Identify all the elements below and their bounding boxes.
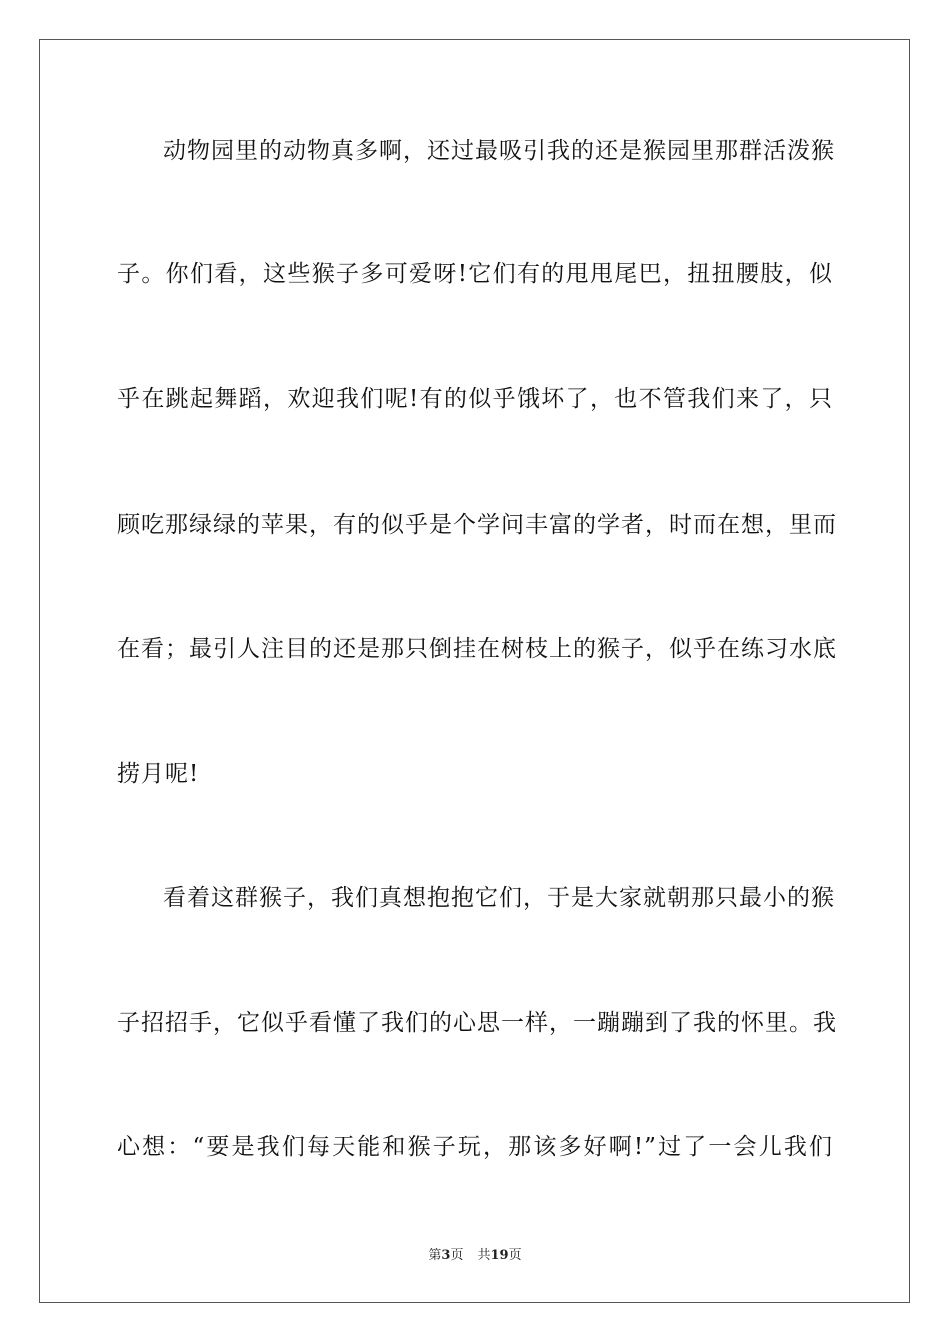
footer-page-suffix: 页 [450,1248,464,1263]
paragraph-2-line-1: 看着这群猴子，我们真想抱抱它们，于是大家就朝那只最小的猴 [163,885,835,911]
paragraph-2-line-3: 心想：“要是我们每天能和猴子玩，那该多好啊!”过了一会儿我们 [117,1134,833,1160]
paragraph-2-line-2: 子招招手，它似乎看懂了我们的心思一样，一蹦蹦到了我的怀里。我 [117,1010,837,1036]
paragraph-1-line-5: 在看；最引人注目的还是那只倒挂在树枝上的猴子，似乎在练习水底 [117,636,837,662]
paragraph-1-line-2: 子。你们看，这些猴子多可爱呀!它们有的甩甩尾巴，扭扭腰肢，似 [117,261,833,287]
paragraph-1-line-3: 乎在跳起舞蹈，欢迎我们呢!有的似乎饿坏了，也不管我们来了，只 [117,386,833,412]
page-border [39,39,910,1303]
footer-total-pages: 19 [490,1248,509,1263]
page-footer [0,1248,950,1264]
footer-page-prefix: 第 [428,1248,442,1263]
footer-page-number: 3 [441,1248,451,1263]
paragraph-1-line-1: 动物园里的动物真多啊，还过最吸引我的还是猴园里那群活泼猴 [163,138,835,164]
footer-total-suffix: 页 [508,1248,522,1263]
paragraph-1-line-6: 捞月呢! [117,761,200,787]
paragraph-1-line-4: 顾吃那绿绿的苹果，有的似乎是个学问丰富的学者，时而在想，里而 [117,512,837,538]
footer-total-prefix: 共 [477,1248,491,1263]
